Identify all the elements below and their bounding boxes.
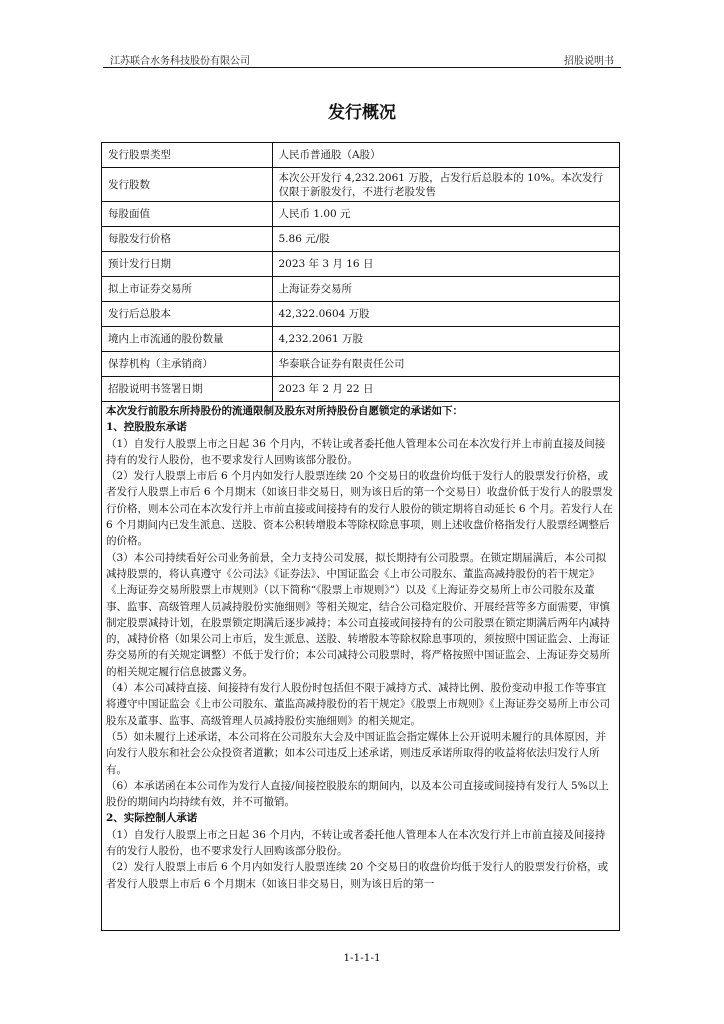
lockup-pledge-section bbox=[102, 402, 619, 893]
row-value: 2023 年 3 月 16 日 bbox=[272, 252, 619, 277]
offering-overview-table bbox=[101, 142, 620, 931]
row-value: 人民币 1.00 元 bbox=[272, 202, 619, 227]
header-doc-type: 招股说明书 bbox=[564, 56, 614, 67]
row-key: 每股面值 bbox=[102, 202, 272, 227]
table-row bbox=[102, 252, 619, 277]
row-key: 发行股票类型 bbox=[102, 143, 272, 168]
pledge-paragraph: （1）自发行人股票上市之日起 36 个月内，不转让或者委托他人管理本人在本次发行并上市前直接及间接持有的发行人股份，也不要求发行人回购该部分股份。 bbox=[106, 828, 606, 858]
row-value: 本次公开发行 4,232.2061 万股，占发行后总股本的 10%。本次发行仅限于新股发行，不进行老股发售 bbox=[272, 168, 619, 202]
row-key: 预计发行日期 bbox=[102, 252, 272, 277]
page-title: 发行概况 bbox=[328, 103, 396, 123]
table-row bbox=[102, 377, 619, 402]
pledge-heading: 本次发行前股东所持股份的流通限制及股东对所持股份自愿锁定的承诺如下： bbox=[106, 405, 463, 417]
pledge-paragraph: （3）本公司持续看好公司业务前景，全力支持公司发展，拟长期持有公司股票。在锁定期届满后，本公司拟减持股票的，将认真遵守《公司法》《证券法》、中国证监会《上市公司股东、董监高减持股份的若干规定》《上海证券交易所股票上市规则》（以下简称“《股票上市规则》”）以及《上海证券交易所上市公司股东及董事、监事、高级管理人员减持股份实施细则》等相关规定，结合公司稳定股价、开展经营等多方面需要，审慎制定股票减持计划，在股票锁定期满后逐步减持；本公司直接或间接持有的公司股票在锁定期满后两年内减持的，减持价格（如果公司上市后，发生派息、送股、转增股本等除权除息事项的，须按照中国证监会、上海证券交易所的有关规定调整）不低于发行价；本公司减持公司股票时，将严格按照中国证监会、上海证券交易所的相关规定履行信息披露义务。 bbox=[106, 551, 610, 678]
row-value: 2023 年 2 月 22 日 bbox=[272, 377, 619, 402]
pledge-paragraph: （4）本公司减持直接、间接持有发行人股份时包括但不限于减持方式、减持比例、股份变动申报工作等事宜将遵守中国证监会《上市公司股东、董监高减持股份的若干规定》《股票上市规则》《上海证券交易所上市公司股东及董事、监事、高级管理人员减持股份实施细则》的相关规定。 bbox=[106, 682, 610, 727]
row-key: 每股发行价格 bbox=[102, 227, 272, 252]
row-value: 5.86 元/股 bbox=[272, 227, 619, 252]
row-key: 境内上市流通的股份数量 bbox=[102, 327, 272, 352]
table-row bbox=[102, 168, 619, 202]
row-value: 人民币普通股（A股） bbox=[272, 143, 619, 168]
page-number: 1-1-1-1 bbox=[343, 952, 381, 964]
header-company: 江苏联合水务科技股份有限公司 bbox=[110, 56, 250, 67]
row-value: 上海证券交易所 bbox=[272, 277, 619, 302]
row-value: 华泰联合证券有限责任公司 bbox=[272, 352, 619, 377]
pledge-paragraph: （1）自发行人股票上市之日起 36 个月内，不转让或者委托他人管理本公司在本次发行并上市前直接及间接持有的发行人股份，也不要求发行人回购该部分股份。 bbox=[106, 437, 606, 466]
row-key: 招股说明书签署日期 bbox=[102, 377, 272, 402]
row-value: 42,322.0604 万股 bbox=[272, 302, 619, 327]
controlling-shareholder-title: 1、控股股东承诺 bbox=[106, 421, 187, 434]
actual-controller-title: 2、实际控制人承诺 bbox=[106, 812, 198, 825]
table-row bbox=[102, 327, 619, 352]
pledge-paragraph: （2）发行人股票上市后 6 个月内如发行人股票连续 20 个交易日的收盘价均低于发行人的股票发行价格，或者发行人股票上市后 6 个月期末（如该日非交易日，则为该日后的第一 bbox=[106, 861, 609, 890]
table-row bbox=[102, 352, 619, 377]
pledge-paragraph: （6）本承诺函在本公司作为发行人直接/间接控股股东的期间内，以及本公司直接或间接持有发行人 5%以上股份的期间内均持续有效，并不可撤销。 bbox=[106, 779, 609, 809]
table-row bbox=[102, 302, 619, 327]
row-key: 拟上市证券交易所 bbox=[102, 277, 272, 302]
pledge-paragraph: （5）如未履行上述承诺，本公司将在公司股东大会及中国证监会指定媒体上公开说明未履行的具体原因，并向发行人股东和社会公众投资者道歉；如本公司违反上述承诺，则违反承诺所取得的收益将依法归发行人所有。 bbox=[106, 730, 607, 776]
pledge-paragraph: （2）发行人股票上市后 6 个月内如发行人股票连续 20 个交易日的收盘价均低于发行人的股票发行价格，或者发行人股票上市后 6 个月期末（如该日非交易日，则为该日后的第一个交易日）收盘价低于发行人的股票发行价格，则本公司在本次发行并上市前直接或间接持有的发行人股份的锁定期将自动延长 6 个月。若发行人在 6 个月期间内已发生派息、送股、资本公积转增股本等除权除息事项，则上述收盘价格指发行人股票经调整后的价格。 bbox=[106, 470, 613, 548]
row-value: 4,232.2061 万股 bbox=[272, 327, 619, 352]
header-divider bbox=[103, 67, 621, 68]
table-row bbox=[102, 202, 619, 227]
table-row bbox=[102, 227, 619, 252]
row-key: 保荐机构（主承销商） bbox=[102, 352, 272, 377]
row-key: 发行后总股本 bbox=[102, 302, 272, 327]
row-key: 发行股数 bbox=[102, 168, 272, 202]
table-row bbox=[102, 143, 619, 168]
table-row bbox=[102, 277, 619, 302]
